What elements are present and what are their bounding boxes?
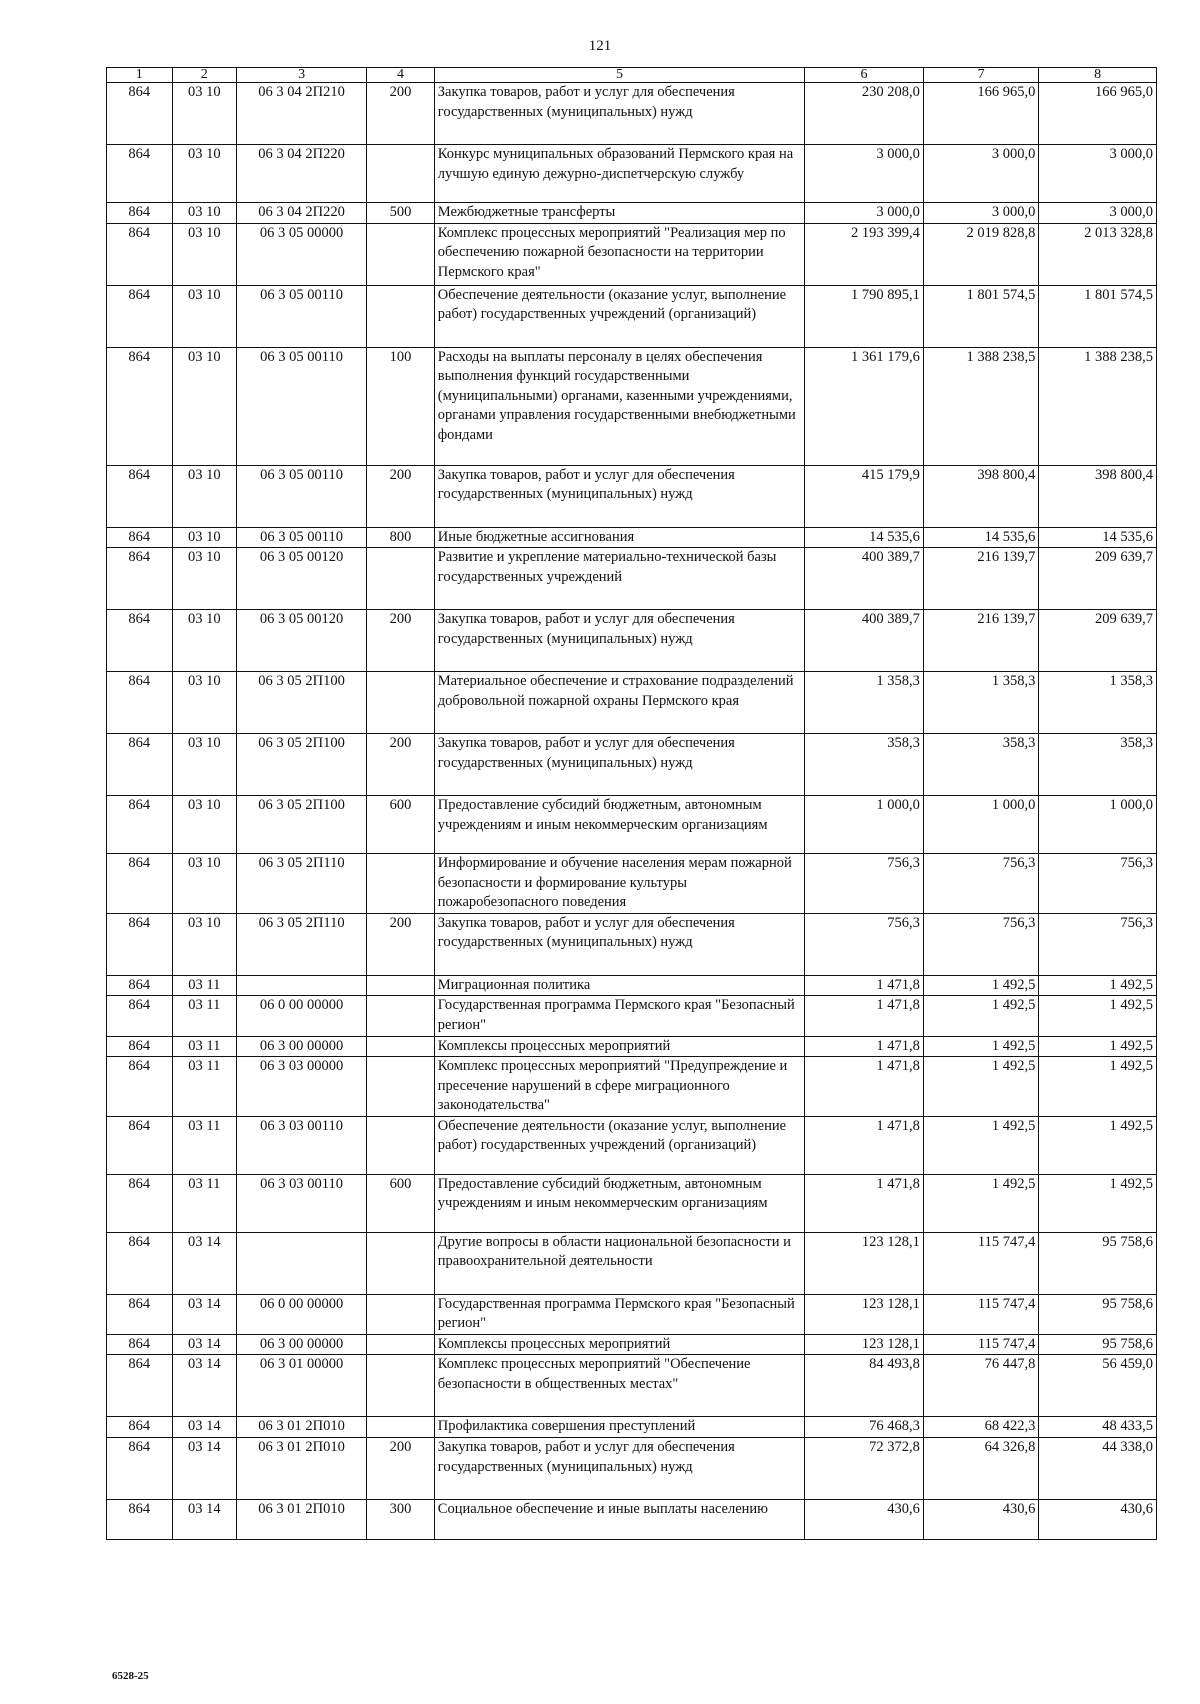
- table-row: [107, 83, 1157, 145]
- table-header: [107, 68, 1157, 83]
- description-cell: Другие вопросы в области национальной безопасности и правоохранительной деятельности: [434, 1232, 804, 1294]
- amount-col6-cell: 14 535,6: [805, 527, 924, 548]
- expense-type-cell: 600: [367, 796, 435, 854]
- section-code-cell: 03 14: [172, 1438, 237, 1500]
- amount-col7-cell: 64 326,8: [923, 1438, 1039, 1500]
- ministry-code-cell: 864: [107, 548, 173, 610]
- table-body: [107, 83, 1157, 1540]
- table-row: [107, 1355, 1157, 1417]
- expense-type-cell: 200: [367, 465, 435, 527]
- expense-type-cell: 300: [367, 1500, 435, 1540]
- section-code-cell: 03 10: [172, 223, 237, 285]
- amount-col8-cell: 48 433,5: [1039, 1417, 1157, 1438]
- amount-col7-cell: 3 000,0: [923, 145, 1039, 203]
- amount-col7-cell: 115 747,4: [923, 1232, 1039, 1294]
- description-cell: Комплексы процессных мероприятий: [434, 1036, 804, 1057]
- amount-col7-cell: 76 447,8: [923, 1355, 1039, 1417]
- amount-col6-cell: 756,3: [805, 854, 924, 914]
- table-row: [107, 285, 1157, 347]
- amount-col8-cell: 1 388 238,5: [1039, 347, 1157, 465]
- page-number: 121: [588, 38, 612, 54]
- amount-col6-cell: 3 000,0: [805, 145, 924, 203]
- description-cell: Государственная программа Пермского края "Безопасный регион": [434, 1294, 804, 1334]
- amount-col8-cell: 56 459,0: [1039, 1355, 1157, 1417]
- amount-col7-cell: 68 422,3: [923, 1417, 1039, 1438]
- section-code-cell: 03 11: [172, 1116, 237, 1174]
- amount-col6-cell: 123 128,1: [805, 1294, 924, 1334]
- amount-col6-cell: 1 000,0: [805, 796, 924, 854]
- amount-col8-cell: 95 758,6: [1039, 1334, 1157, 1355]
- column-header: 7: [923, 68, 1039, 83]
- description-cell: Материальное обеспечение и страхование подразделений добровольной пожарной охраны Пермского края: [434, 672, 804, 734]
- section-code-cell: 03 10: [172, 285, 237, 347]
- target-article-cell: 06 3 05 2П110: [237, 854, 367, 914]
- expense-type-cell: 500: [367, 203, 435, 224]
- target-article-cell: [237, 975, 367, 996]
- section-code-cell: 03 10: [172, 734, 237, 796]
- amount-col6-cell: 123 128,1: [805, 1334, 924, 1355]
- amount-col6-cell: 400 389,7: [805, 610, 924, 672]
- amount-col7-cell: 1 358,3: [923, 672, 1039, 734]
- ministry-code-cell: 864: [107, 1438, 173, 1500]
- table-row: [107, 527, 1157, 548]
- amount-col6-cell: 1 358,3: [805, 672, 924, 734]
- table-row: [107, 203, 1157, 224]
- amount-col6-cell: 1 471,8: [805, 1174, 924, 1232]
- ministry-code-cell: 864: [107, 996, 173, 1036]
- section-code-cell: 03 14: [172, 1334, 237, 1355]
- ministry-code-cell: 864: [107, 527, 173, 548]
- description-cell: Межбюджетные трансферты: [434, 203, 804, 224]
- target-article-cell: 06 3 05 00110: [237, 347, 367, 465]
- amount-col8-cell: 209 639,7: [1039, 548, 1157, 610]
- ministry-code-cell: 864: [107, 347, 173, 465]
- description-cell: Закупка товаров, работ и услуг для обеспечения государственных (муниципальных) нужд: [434, 913, 804, 975]
- section-code-cell: 03 14: [172, 1355, 237, 1417]
- amount-col7-cell: 115 747,4: [923, 1334, 1039, 1355]
- target-article-cell: 06 3 05 00110: [237, 527, 367, 548]
- target-article-cell: 06 3 05 2П100: [237, 734, 367, 796]
- amount-col8-cell: 358,3: [1039, 734, 1157, 796]
- section-code-cell: 03 10: [172, 83, 237, 145]
- expense-type-cell: [367, 223, 435, 285]
- expense-type-cell: [367, 975, 435, 996]
- target-article-cell: 06 0 00 00000: [237, 1294, 367, 1334]
- amount-col6-cell: 3 000,0: [805, 203, 924, 224]
- amount-col7-cell: 115 747,4: [923, 1294, 1039, 1334]
- ministry-code-cell: 864: [107, 796, 173, 854]
- amount-col8-cell: 95 758,6: [1039, 1232, 1157, 1294]
- description-cell: Государственная программа Пермского края "Безопасный регион": [434, 996, 804, 1036]
- description-cell: Закупка товаров, работ и услуг для обеспечения государственных (муниципальных) нужд: [434, 465, 804, 527]
- amount-col7-cell: 166 965,0: [923, 83, 1039, 145]
- amount-col8-cell: 1 492,5: [1039, 1116, 1157, 1174]
- expense-type-cell: [367, 1355, 435, 1417]
- ministry-code-cell: 864: [107, 1500, 173, 1540]
- ministry-code-cell: 864: [107, 610, 173, 672]
- target-article-cell: 06 3 00 00000: [237, 1036, 367, 1057]
- ministry-code-cell: 864: [107, 145, 173, 203]
- column-header: 8: [1039, 68, 1157, 83]
- expense-type-cell: 200: [367, 1438, 435, 1500]
- amount-col8-cell: 95 758,6: [1039, 1294, 1157, 1334]
- description-cell: Закупка товаров, работ и услуг для обеспечения государственных (муниципальных) нужд: [434, 1438, 804, 1500]
- amount-col8-cell: 14 535,6: [1039, 527, 1157, 548]
- target-article-cell: 06 3 05 00000: [237, 223, 367, 285]
- table-row: [107, 1116, 1157, 1174]
- column-header: 2: [172, 68, 237, 83]
- ministry-code-cell: 864: [107, 1036, 173, 1057]
- section-code-cell: 03 10: [172, 548, 237, 610]
- section-code-cell: 03 14: [172, 1232, 237, 1294]
- section-code-cell: 03 11: [172, 1057, 237, 1117]
- expense-type-cell: [367, 1334, 435, 1355]
- expense-type-cell: [367, 672, 435, 734]
- column-header: 1: [107, 68, 173, 83]
- description-cell: Конкурс муниципальных образований Пермского края на лучшую единую дежурно-диспетчерскую службу: [434, 145, 804, 203]
- ministry-code-cell: 864: [107, 734, 173, 796]
- amount-col7-cell: 1 492,5: [923, 1057, 1039, 1117]
- description-cell: Обеспечение деятельности (оказание услуг, выполнение работ) государственных учреждений (организаций): [434, 1116, 804, 1174]
- description-cell: Комплексы процессных мероприятий: [434, 1334, 804, 1355]
- table-row: [107, 1438, 1157, 1500]
- amount-col6-cell: 123 128,1: [805, 1232, 924, 1294]
- amount-col7-cell: 216 139,7: [923, 610, 1039, 672]
- section-code-cell: 03 10: [172, 672, 237, 734]
- section-code-cell: 03 10: [172, 347, 237, 465]
- expense-type-cell: 200: [367, 83, 435, 145]
- table-row: [107, 548, 1157, 610]
- amount-col7-cell: 756,3: [923, 854, 1039, 914]
- table-row: [107, 347, 1157, 465]
- amount-col8-cell: 3 000,0: [1039, 203, 1157, 224]
- amount-col6-cell: 1 471,8: [805, 996, 924, 1036]
- footer-code: 6528-25: [112, 1670, 149, 1682]
- ministry-code-cell: 864: [107, 1174, 173, 1232]
- section-code-cell: 03 10: [172, 913, 237, 975]
- amount-col7-cell: 358,3: [923, 734, 1039, 796]
- amount-col8-cell: 3 000,0: [1039, 145, 1157, 203]
- section-code-cell: 03 14: [172, 1500, 237, 1540]
- column-header: 3: [237, 68, 367, 83]
- amount-col7-cell: 398 800,4: [923, 465, 1039, 527]
- description-cell: Расходы на выплаты персоналу в целях обеспечения выполнения функций государственными (муниципальными) органами, казенными учреждениями, органами управления государственными внебюджетными фондами: [434, 347, 804, 465]
- expense-type-cell: 800: [367, 527, 435, 548]
- amount-col7-cell: 2 019 828,8: [923, 223, 1039, 285]
- table-row: [107, 1294, 1157, 1334]
- column-header: 4: [367, 68, 435, 83]
- amount-col7-cell: 1 492,5: [923, 996, 1039, 1036]
- ministry-code-cell: 864: [107, 83, 173, 145]
- table-row: [107, 1417, 1157, 1438]
- target-article-cell: 06 3 03 00110: [237, 1116, 367, 1174]
- amount-col7-cell: 14 535,6: [923, 527, 1039, 548]
- target-article-cell: 06 3 05 2П110: [237, 913, 367, 975]
- amount-col6-cell: 2 193 399,4: [805, 223, 924, 285]
- target-article-cell: 06 3 01 2П010: [237, 1500, 367, 1540]
- amount-col6-cell: 1 471,8: [805, 975, 924, 996]
- target-article-cell: 06 3 05 00120: [237, 610, 367, 672]
- ministry-code-cell: 864: [107, 1232, 173, 1294]
- table-row: [107, 913, 1157, 975]
- amount-col6-cell: 358,3: [805, 734, 924, 796]
- column-header: 6: [805, 68, 924, 83]
- expense-type-cell: 100: [367, 347, 435, 465]
- target-article-cell: 06 3 01 2П010: [237, 1417, 367, 1438]
- target-article-cell: 06 3 03 00000: [237, 1057, 367, 1117]
- table-row: [107, 672, 1157, 734]
- description-cell: Миграционная политика: [434, 975, 804, 996]
- table-row: [107, 996, 1157, 1036]
- ministry-code-cell: 864: [107, 1417, 173, 1438]
- ministry-code-cell: 864: [107, 203, 173, 224]
- target-article-cell: 06 3 04 2П220: [237, 203, 367, 224]
- table-row: [107, 610, 1157, 672]
- amount-col6-cell: 1 790 895,1: [805, 285, 924, 347]
- table-row: [107, 1057, 1157, 1117]
- target-article-cell: 06 3 05 2П100: [237, 672, 367, 734]
- amount-col6-cell: 72 372,8: [805, 1438, 924, 1500]
- section-code-cell: 03 11: [172, 975, 237, 996]
- section-code-cell: 03 10: [172, 854, 237, 914]
- table-row: [107, 796, 1157, 854]
- amount-col7-cell: 216 139,7: [923, 548, 1039, 610]
- amount-col6-cell: 1 471,8: [805, 1116, 924, 1174]
- amount-col8-cell: 1 801 574,5: [1039, 285, 1157, 347]
- amount-col8-cell: 1 492,5: [1039, 975, 1157, 996]
- expense-type-cell: [367, 145, 435, 203]
- header-row: [107, 68, 1157, 83]
- amount-col6-cell: 1 471,8: [805, 1057, 924, 1117]
- amount-col7-cell: 1 801 574,5: [923, 285, 1039, 347]
- amount-col6-cell: 84 493,8: [805, 1355, 924, 1417]
- amount-col6-cell: 1 471,8: [805, 1036, 924, 1057]
- amount-col8-cell: 44 338,0: [1039, 1438, 1157, 1500]
- expense-type-cell: [367, 1294, 435, 1334]
- amount-col8-cell: 398 800,4: [1039, 465, 1157, 527]
- description-cell: Предоставление субсидий бюджетным, автономным учреждениям и иным некоммерческим организациям: [434, 1174, 804, 1232]
- expense-type-cell: [367, 548, 435, 610]
- section-code-cell: 03 10: [172, 610, 237, 672]
- description-cell: Комплекс процессных мероприятий "Реализация мер по обеспечению пожарной безопасности на территории Пермского края": [434, 223, 804, 285]
- ministry-code-cell: 864: [107, 672, 173, 734]
- section-code-cell: 03 10: [172, 203, 237, 224]
- ministry-code-cell: 864: [107, 913, 173, 975]
- expense-type-cell: [367, 1036, 435, 1057]
- ministry-code-cell: 864: [107, 1334, 173, 1355]
- target-article-cell: 06 0 00 00000: [237, 996, 367, 1036]
- target-article-cell: 06 3 05 2П100: [237, 796, 367, 854]
- amount-col6-cell: 1 361 179,6: [805, 347, 924, 465]
- target-article-cell: 06 3 03 00110: [237, 1174, 367, 1232]
- amount-col8-cell: 756,3: [1039, 854, 1157, 914]
- description-cell: Развитие и укрепление материально-технической базы государственных учреждений: [434, 548, 804, 610]
- description-cell: Закупка товаров, работ и услуг для обеспечения государственных (муниципальных) нужд: [434, 734, 804, 796]
- section-code-cell: 03 14: [172, 1417, 237, 1438]
- amount-col7-cell: 1 388 238,5: [923, 347, 1039, 465]
- table-row: [107, 1500, 1157, 1540]
- table-row: [107, 734, 1157, 796]
- amount-col6-cell: 400 389,7: [805, 548, 924, 610]
- section-code-cell: 03 11: [172, 996, 237, 1036]
- table-row: [107, 854, 1157, 914]
- amount-col6-cell: 230 208,0: [805, 83, 924, 145]
- expense-type-cell: 200: [367, 913, 435, 975]
- target-article-cell: 06 3 01 00000: [237, 1355, 367, 1417]
- expense-type-cell: 200: [367, 734, 435, 796]
- amount-col6-cell: 415 179,9: [805, 465, 924, 527]
- section-code-cell: 03 10: [172, 527, 237, 548]
- table-row: [107, 1036, 1157, 1057]
- amount-col8-cell: 209 639,7: [1039, 610, 1157, 672]
- amount-col8-cell: 1 492,5: [1039, 996, 1157, 1036]
- ministry-code-cell: 864: [107, 1355, 173, 1417]
- expense-type-cell: [367, 1057, 435, 1117]
- amount-col8-cell: 1 492,5: [1039, 1174, 1157, 1232]
- amount-col7-cell: 1 000,0: [923, 796, 1039, 854]
- ministry-code-cell: 864: [107, 285, 173, 347]
- amount-col8-cell: 1 358,3: [1039, 672, 1157, 734]
- section-code-cell: 03 11: [172, 1174, 237, 1232]
- ministry-code-cell: 864: [107, 975, 173, 996]
- amount-col8-cell: 2 013 328,8: [1039, 223, 1157, 285]
- target-article-cell: 06 3 04 2П210: [237, 83, 367, 145]
- description-cell: Закупка товаров, работ и услуг для обеспечения государственных (муниципальных) нужд: [434, 83, 804, 145]
- amount-col7-cell: 3 000,0: [923, 203, 1039, 224]
- target-article-cell: 06 3 00 00000: [237, 1334, 367, 1355]
- description-cell: Профилактика совершения преступлений: [434, 1417, 804, 1438]
- table-row: [107, 1174, 1157, 1232]
- ministry-code-cell: 864: [107, 1057, 173, 1117]
- expense-type-cell: [367, 1116, 435, 1174]
- expense-type-cell: [367, 1417, 435, 1438]
- description-cell: Комплекс процессных мероприятий "Предупреждение и пресечение нарушений в сфере миграционного законодательства": [434, 1057, 804, 1117]
- expense-type-cell: 200: [367, 610, 435, 672]
- amount-col6-cell: 430,6: [805, 1500, 924, 1540]
- table-row: [107, 223, 1157, 285]
- section-code-cell: 03 11: [172, 1036, 237, 1057]
- section-code-cell: 03 14: [172, 1294, 237, 1334]
- table-row: [107, 1232, 1157, 1294]
- amount-col8-cell: 166 965,0: [1039, 83, 1157, 145]
- description-cell: Обеспечение деятельности (оказание услуг, выполнение работ) государственных учреждений (организаций): [434, 285, 804, 347]
- description-cell: Иные бюджетные ассигнования: [434, 527, 804, 548]
- ministry-code-cell: 864: [107, 1116, 173, 1174]
- target-article-cell: 06 3 04 2П220: [237, 145, 367, 203]
- description-cell: Закупка товаров, работ и услуг для обеспечения государственных (муниципальных) нужд: [434, 610, 804, 672]
- target-article-cell: 06 3 01 2П010: [237, 1438, 367, 1500]
- section-code-cell: 03 10: [172, 796, 237, 854]
- amount-col8-cell: 1 492,5: [1039, 1036, 1157, 1057]
- description-cell: Информирование и обучение населения мерам пожарной безопасности и формирование культуры пожаробезопасного поведения: [434, 854, 804, 914]
- budget-table: [106, 67, 1157, 1540]
- target-article-cell: [237, 1232, 367, 1294]
- expense-type-cell: 600: [367, 1174, 435, 1232]
- description-cell: Комплекс процессных мероприятий "Обеспечение безопасности в общественных местах": [434, 1355, 804, 1417]
- table-row: [107, 975, 1157, 996]
- description-cell: Предоставление субсидий бюджетным, автономным учреждениям и иным некоммерческим организациям: [434, 796, 804, 854]
- description-cell: Социальное обеспечение и иные выплаты населению: [434, 1500, 804, 1540]
- amount-col7-cell: 1 492,5: [923, 1036, 1039, 1057]
- amount-col8-cell: 430,6: [1039, 1500, 1157, 1540]
- ministry-code-cell: 864: [107, 1294, 173, 1334]
- expense-type-cell: [367, 996, 435, 1036]
- amount-col7-cell: 430,6: [923, 1500, 1039, 1540]
- amount-col8-cell: 756,3: [1039, 913, 1157, 975]
- table-row: [107, 145, 1157, 203]
- expense-type-cell: [367, 1232, 435, 1294]
- amount-col6-cell: 76 468,3: [805, 1417, 924, 1438]
- section-code-cell: 03 10: [172, 145, 237, 203]
- amount-col6-cell: 756,3: [805, 913, 924, 975]
- expense-type-cell: [367, 285, 435, 347]
- expense-type-cell: [367, 854, 435, 914]
- amount-col7-cell: 1 492,5: [923, 1116, 1039, 1174]
- ministry-code-cell: 864: [107, 223, 173, 285]
- table-row: [107, 465, 1157, 527]
- section-code-cell: 03 10: [172, 465, 237, 527]
- table-row: [107, 1334, 1157, 1355]
- ministry-code-cell: 864: [107, 854, 173, 914]
- target-article-cell: 06 3 05 00110: [237, 285, 367, 347]
- ministry-code-cell: 864: [107, 465, 173, 527]
- amount-col8-cell: 1 000,0: [1039, 796, 1157, 854]
- amount-col8-cell: 1 492,5: [1039, 1057, 1157, 1117]
- target-article-cell: 06 3 05 00120: [237, 548, 367, 610]
- amount-col7-cell: 1 492,5: [923, 1174, 1039, 1232]
- amount-col7-cell: 756,3: [923, 913, 1039, 975]
- amount-col7-cell: 1 492,5: [923, 975, 1039, 996]
- column-header: 5: [434, 68, 804, 83]
- target-article-cell: 06 3 05 00110: [237, 465, 367, 527]
